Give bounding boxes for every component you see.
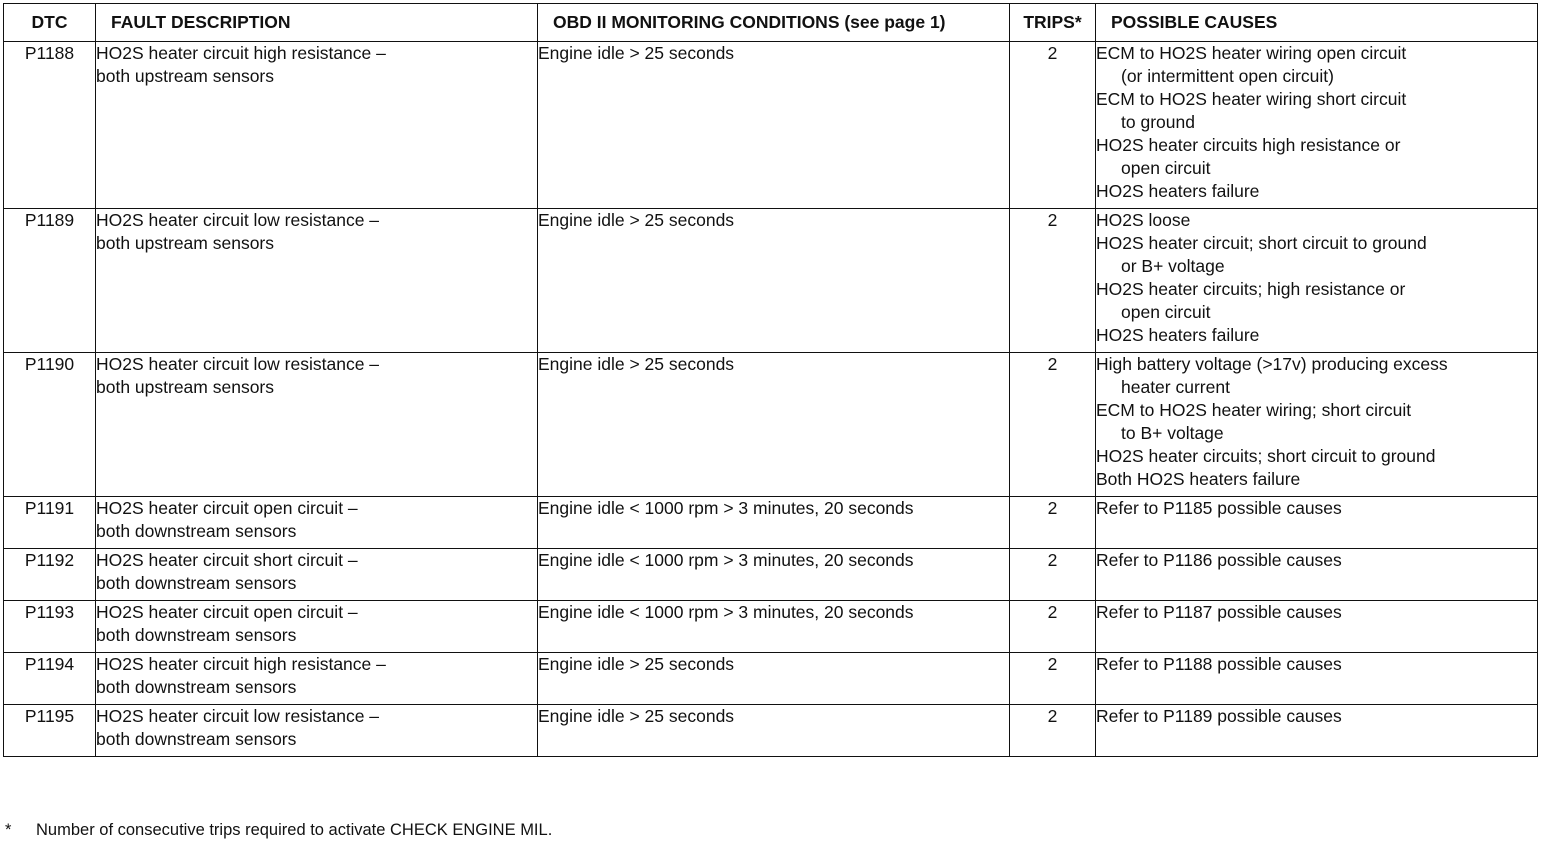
cause-line: to ground <box>1121 112 1195 132</box>
table-row <box>4 42 1538 209</box>
possible-causes <box>1096 497 1538 549</box>
cause-line: ECM to HO2S heater wiring open circuit <box>1096 43 1407 63</box>
possible-causes <box>1096 209 1538 353</box>
dtc-code: P1193 <box>4 601 96 653</box>
cause-line: HO2S heater circuits high resistance or <box>1096 135 1401 155</box>
fault-line: both upstream sensors <box>96 66 275 86</box>
fault-line: HO2S heater circuit low resistance – <box>96 706 380 726</box>
monitoring-conditions: Engine idle < 1000 rpm > 3 minutes, 20 seconds <box>538 601 1010 653</box>
monitoring-conditions: Engine idle < 1000 rpm > 3 minutes, 20 seconds <box>538 497 1010 549</box>
monitoring-conditions: Engine idle > 25 seconds <box>538 209 1010 353</box>
possible-causes <box>1096 42 1538 209</box>
cause-line: HO2S heaters failure <box>1096 325 1260 345</box>
fault-line: both downstream sensors <box>96 677 297 697</box>
possible-causes <box>1096 601 1538 653</box>
dtc-code: P1195 <box>4 705 96 757</box>
possible-causes <box>1096 705 1538 757</box>
fault-description <box>96 209 538 353</box>
trips-count: 2 <box>1010 42 1096 209</box>
fault-line: both upstream sensors <box>96 377 275 397</box>
cause-line: HO2S loose <box>1096 210 1191 230</box>
fault-line: both downstream sensors <box>96 521 297 541</box>
table-row <box>4 209 1538 353</box>
dtc-code: P1194 <box>4 653 96 705</box>
dtc-table <box>3 3 1538 757</box>
cause-line: High battery voltage (>17v) producing excess <box>1096 354 1448 374</box>
table-row <box>4 353 1538 497</box>
cause-line: or B+ voltage <box>1121 256 1225 276</box>
dtc-code: P1189 <box>4 209 96 353</box>
trips-count: 2 <box>1010 353 1096 497</box>
header-dtc: DTC <box>4 4 96 42</box>
cause-line: to B+ voltage <box>1121 423 1224 443</box>
monitoring-conditions: Engine idle > 25 seconds <box>538 353 1010 497</box>
cause-line: (or intermittent open circuit) <box>1121 66 1334 86</box>
fault-description <box>96 601 538 653</box>
dtc-code: P1190 <box>4 353 96 497</box>
monitoring-conditions: Engine idle < 1000 rpm > 3 minutes, 20 seconds <box>538 549 1010 601</box>
fault-line: HO2S heater circuit open circuit – <box>96 602 358 622</box>
fault-description <box>96 497 538 549</box>
cause-line: Refer to P1188 possible causes <box>1096 654 1342 674</box>
cause-line: open circuit <box>1121 158 1211 178</box>
trips-count: 2 <box>1010 705 1096 757</box>
header-possible-causes: POSSIBLE CAUSES <box>1096 4 1538 42</box>
cause-line: HO2S heater circuits; high resistance or <box>1096 279 1406 299</box>
trips-count: 2 <box>1010 601 1096 653</box>
cause-line: Refer to P1186 possible causes <box>1096 550 1342 570</box>
header-row <box>4 4 1538 42</box>
header-monitoring-conditions: OBD II MONITORING CONDITIONS (see page 1) <box>538 4 1010 42</box>
fault-description <box>96 42 538 209</box>
fault-line: HO2S heater circuit open circuit – <box>96 498 358 518</box>
cause-line: HO2S heater circuits; short circuit to ground <box>1096 446 1436 466</box>
cause-line: Refer to P1185 possible causes <box>1096 498 1342 518</box>
dtc-code: P1192 <box>4 549 96 601</box>
trips-count: 2 <box>1010 497 1096 549</box>
footnote <box>5 819 552 841</box>
cause-line: Both HO2S heaters failure <box>1096 469 1301 489</box>
fault-line: both downstream sensors <box>96 573 297 593</box>
fault-line: both downstream sensors <box>96 729 297 749</box>
footnote-text: Number of consecutive trips required to activate CHECK ENGINE MIL. <box>36 821 553 839</box>
cause-line: open circuit <box>1121 302 1211 322</box>
possible-causes <box>1096 653 1538 705</box>
fault-line: HO2S heater circuit high resistance – <box>96 43 386 63</box>
cause-line: Refer to P1187 possible causes <box>1096 602 1342 622</box>
trips-count: 2 <box>1010 549 1096 601</box>
monitoring-conditions: Engine idle > 25 seconds <box>538 653 1010 705</box>
table-row <box>4 497 1538 549</box>
monitoring-conditions: Engine idle > 25 seconds <box>538 705 1010 757</box>
fault-description <box>96 549 538 601</box>
header-fault-description: FAULT DESCRIPTION <box>96 4 538 42</box>
trips-count: 2 <box>1010 209 1096 353</box>
table-row <box>4 601 1538 653</box>
cause-line: heater current <box>1121 377 1230 397</box>
table-row <box>4 549 1538 601</box>
dtc-code: P1191 <box>4 497 96 549</box>
header-trips: TRIPS* <box>1010 4 1096 42</box>
fault-line: HO2S heater circuit short circuit – <box>96 550 358 570</box>
table-row <box>4 653 1538 705</box>
cause-line: ECM to HO2S heater wiring short circuit <box>1096 89 1407 109</box>
trips-count: 2 <box>1010 653 1096 705</box>
cause-line: ECM to HO2S heater wiring; short circuit <box>1096 400 1412 420</box>
table-row <box>4 705 1538 757</box>
fault-line: HO2S heater circuit low resistance – <box>96 210 380 230</box>
fault-description <box>96 705 538 757</box>
fault-line: both downstream sensors <box>96 625 297 645</box>
fault-description <box>96 353 538 497</box>
cause-line: Refer to P1189 possible causes <box>1096 706 1342 726</box>
cause-line: HO2S heater circuit; short circuit to ground <box>1096 233 1427 253</box>
fault-line: HO2S heater circuit low resistance – <box>96 354 380 374</box>
fault-line: HO2S heater circuit high resistance – <box>96 654 386 674</box>
fault-description <box>96 653 538 705</box>
possible-causes <box>1096 353 1538 497</box>
possible-causes <box>1096 549 1538 601</box>
dtc-code: P1188 <box>4 42 96 209</box>
cause-line: HO2S heaters failure <box>1096 181 1260 201</box>
monitoring-conditions: Engine idle > 25 seconds <box>538 42 1010 209</box>
fault-line: both upstream sensors <box>96 233 275 253</box>
footnote-asterisk: * <box>5 821 12 839</box>
